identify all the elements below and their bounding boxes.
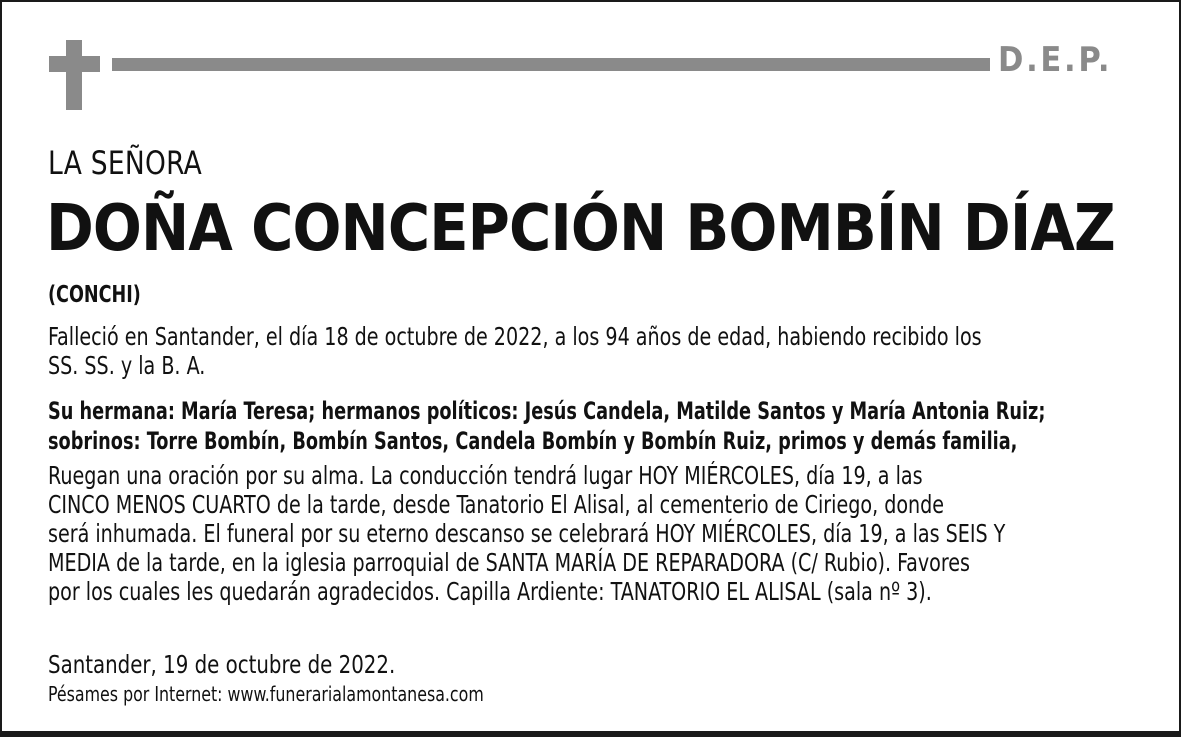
cross-icon	[66, 40, 82, 110]
text-line: por los cuales les quedarán agradecidos. Capilla Ardiente: TANATORIO EL ALISAL (sala nº 3).	[48, 577, 932, 606]
condolences-website: Pésames por Internet: www.funerarialamontanesa.com	[48, 682, 484, 706]
place-date: Santander, 19 de octubre de 2022.	[48, 650, 396, 679]
text-line: CINCO MENOS CUARTO de la tarde, desde Tanatorio El Alisal, al cementerio de Ciriego, donde	[48, 490, 945, 519]
family-paragraph	[48, 396, 1045, 456]
text-line: SS. SS. y la B. A.	[48, 351, 206, 380]
text-line: MEDIA de la tarde, en la iglesia parroquial de SANTA MARÍA DE REPARADORA (C/ Rubio). Favores	[48, 548, 970, 577]
text-line: será inhumada. El funeral por su eterno descanso se celebrará HOY MIÉRCOLES, día 19, a las SEIS Y	[48, 519, 1006, 548]
service-paragraph	[48, 461, 1005, 606]
text-line: Su hermana: María Teresa; hermanos políticos: Jesús Candela, Matilde Santos y María Antonia Ruiz;	[48, 397, 1046, 425]
intro-title: LA SEÑORA	[48, 144, 202, 182]
nickname: (CONCHI)	[48, 282, 141, 308]
cross-icon-bar	[49, 56, 100, 72]
death-paragraph	[48, 322, 982, 380]
text-line: Falleció en Santander, el día 18 de octubre de 2022, a los 94 años de edad, habiendo recibido los	[48, 322, 982, 351]
text-line: sobrinos: Torre Bombín, Bombín Santos, Candela Bombín y Bombín Ruiz, primos y demás familia,	[48, 427, 1018, 455]
deceased-name: DOÑA CONCEPCIÓN BOMBÍN DÍAZ	[46, 192, 1115, 266]
header-rule	[112, 58, 990, 71]
text-line: Ruegan una oración por su alma. La conducción tendrá lugar HOY MIÉRCOLES, día 19, a las	[48, 461, 923, 490]
dep-label: D.E.P.	[998, 40, 1113, 80]
